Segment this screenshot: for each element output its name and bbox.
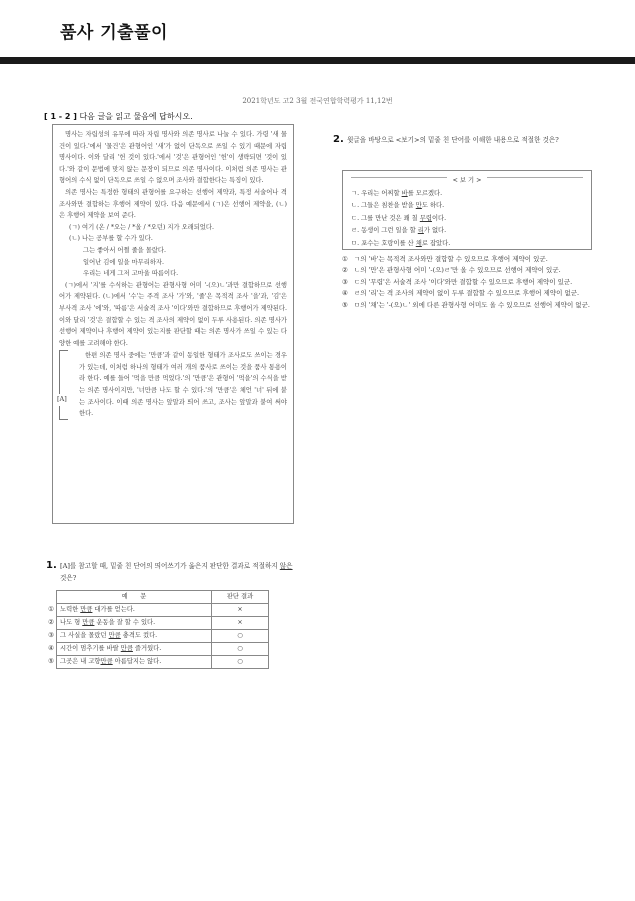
set-range: [ 1 - 2 ] bbox=[44, 112, 77, 121]
example-sentence bbox=[57, 617, 212, 630]
underlined-word: 만큼 bbox=[108, 632, 121, 639]
answer-choice[interactable] bbox=[342, 277, 598, 288]
bogi-item-pre: ㄷ. 그를 만난 것은 꽤 칠 bbox=[351, 214, 420, 222]
question-1-number: 1. bbox=[46, 560, 57, 571]
example-a: (ㄱ) 여기 (온 / *오는 / *올 / *오던) 지가 오래되었다. bbox=[69, 223, 214, 231]
choice-number[interactable]: ② bbox=[48, 619, 54, 626]
table-row[interactable] bbox=[46, 643, 269, 656]
answer-choice[interactable] bbox=[342, 254, 598, 265]
bogi-item-pre: ㅁ. 포수는 호랑이를 산 bbox=[351, 239, 416, 247]
question-2-choices bbox=[342, 254, 598, 311]
header-divider bbox=[0, 57, 635, 64]
sentence-pre: 나도 형 bbox=[60, 619, 83, 626]
sentence-post: 대가를 얻는다. bbox=[92, 606, 135, 613]
answer-choice[interactable] bbox=[342, 300, 598, 311]
bogi-item-post: 가 없다. bbox=[423, 227, 447, 234]
example-sentence bbox=[57, 656, 212, 669]
choice-text: ㄹ의 '리'는 격 조사의 제약이 없이 두루 결합할 수 있으므로 후행어 제약이 없군. bbox=[354, 289, 580, 298]
example-sentence bbox=[57, 604, 212, 617]
underlined-word: 만큼 bbox=[80, 606, 93, 613]
question-2-number: 2. bbox=[333, 134, 344, 145]
bogi-underlined-word: 만 bbox=[415, 202, 422, 209]
passage-paragraph-1: 명사는 자립성의 유무에 따라 자립 명사와 의존 명사로 나눌 수 있다. 가령 '새 물건이 있다.'에서 '물건'은 관형어인 '새'가 없이 단독으로 쓰일 수 있기 때문에 자립 명사이다. 이와 달리 '헌 것이 있다.'에서 '것'은 관형어인 '헌'이 생략되면 '것이 있다.'와 같이 문법에 맞지 않는 문장이 되므로 의존 명사이다. 이처럼 의존 명사는 관형어의 수식 없이 단독으로 쓰일 수 없으며 조사와 결합한다는 특징이 있다. bbox=[59, 131, 287, 185]
bogi-item-pre: ㄱ. 우리는 어찌할 bbox=[351, 189, 402, 197]
example-b-line-1: 그는 좋아서 어쩔 줄을 몰랐다. bbox=[83, 246, 167, 254]
bogi-box bbox=[342, 170, 592, 250]
sentence-post: 즐거웠다. bbox=[132, 645, 162, 652]
choice-number[interactable]: ③ bbox=[342, 277, 348, 286]
judgment-result: × bbox=[212, 617, 269, 630]
choice-number[interactable]: ③ bbox=[48, 632, 54, 639]
question-1-stem-end: 것은? bbox=[60, 574, 77, 582]
answer-choice[interactable] bbox=[342, 265, 598, 276]
bogi-item-post: 를 모르겠다. bbox=[407, 189, 443, 197]
choice-number[interactable]: ② bbox=[342, 266, 348, 275]
reading-passage bbox=[52, 124, 294, 524]
bogi-item-post: 로 잡았다. bbox=[421, 239, 451, 247]
question-2 bbox=[333, 134, 593, 146]
bracket-a-marker bbox=[59, 350, 68, 420]
question-1-table bbox=[46, 590, 269, 669]
judgment-result: ○ bbox=[212, 630, 269, 643]
bogi-item-pre: ㄴ. 그들은 침찬을 받을 bbox=[351, 202, 416, 209]
table-header-row bbox=[46, 591, 269, 604]
answer-choice[interactable] bbox=[342, 288, 598, 299]
sentence-pre: 그곳은 내 고향 bbox=[60, 658, 101, 665]
example-b-line-2: 일어난 김에 일을 마무리하자. bbox=[83, 258, 164, 266]
sentence-post: 충격도 컸다. bbox=[120, 632, 158, 639]
choice-text: ㄴ의 '만'은 관형사형 어미 '-(으)ㄹ'만 올 수 있으므로 선행어 제약이 있군. bbox=[354, 266, 561, 275]
bogi-item-post: 도 하다. bbox=[421, 202, 445, 209]
underlined-word: 만큼 bbox=[120, 645, 133, 652]
page-title: 품사 기출풀이 bbox=[60, 23, 168, 43]
bogi-underlined-word: 채 bbox=[415, 239, 422, 247]
example-sentence bbox=[57, 630, 212, 643]
sentence-pre: 시간이 멈추기를 바랄 bbox=[60, 645, 121, 652]
choice-number[interactable]: ⑤ bbox=[342, 300, 348, 309]
question-1-stem bbox=[60, 560, 300, 584]
table-row[interactable] bbox=[46, 630, 269, 643]
bogi-item bbox=[351, 225, 583, 238]
example-sentence bbox=[57, 643, 212, 656]
bogi-item bbox=[351, 213, 583, 226]
sentence-pre: 그 사실을 몰랐던 bbox=[60, 632, 109, 639]
bracket-a-section bbox=[59, 350, 287, 420]
judgment-result: ○ bbox=[212, 643, 269, 656]
judgment-result: ○ bbox=[212, 656, 269, 669]
question-2-stem: 윗글을 바탕으로 <보기>의 밑줄 친 단어를 이해한 내용으로 적절한 것은? bbox=[347, 136, 559, 144]
table-row[interactable] bbox=[46, 617, 269, 630]
set-instruction: 다음 글을 읽고 물음에 답하시오. bbox=[76, 112, 193, 121]
bogi-title: < 보 기 > bbox=[447, 177, 488, 184]
underlined-word: 만큼 bbox=[82, 619, 95, 626]
bracket-a-label: [A] bbox=[57, 394, 67, 406]
choice-number[interactable]: ⑤ bbox=[48, 658, 54, 665]
choice-number[interactable]: ① bbox=[342, 255, 348, 263]
example-b: (ㄴ) 나는 공부를 할 수가 있다. bbox=[69, 235, 153, 243]
sentence-post: 운동을 잘 할 수 있다. bbox=[94, 619, 156, 626]
bogi-item-post: 이다. bbox=[431, 214, 447, 222]
bracket-a-text: 한편 의존 명사 중에는 '만큼'과 같이 동일한 형태가 조사로도 쓰이는 경우가 있는데, 이처럼 하나의 형태가 여러 개의 품사로 쓰이는 것을 품사 통용이라 한다. 예를 들어 '먹을 만큼 먹었다.'의 '만큼'은 관형어 '먹을'의 수식을 받는 의존 명사이지만, '너만큼 나도 할 수 있다.'의 '만큼'은 체언 '너' 뒤에 붙는 조사이다. 이때 의존 명사는 앞말과 띄어 쓰고, 조사는 앞말과 붙여 써야 한다. bbox=[79, 352, 287, 418]
question-1 bbox=[46, 560, 296, 665]
choice-number[interactable]: ① bbox=[48, 606, 54, 613]
bogi-item bbox=[351, 188, 583, 201]
question-1-emphasis: 않은 bbox=[279, 562, 293, 570]
passage-paragraph-2: 의존 명사는 특정한 형태의 관형어를 요구하는 선행어 제약과, 특정 서술어나 격 조사와만 결합하는 후행어 제약이 있다. 다음 예문에서 (ㄱ)은 선행어 제약을, (ㄴ)은 후행어 제약을 보여 준다. bbox=[59, 188, 287, 220]
bogi-item bbox=[351, 200, 583, 213]
sentence-pre: 노력한 bbox=[60, 606, 81, 613]
choice-text: ㄷ의 '무렵'은 서술격 조사 '이다'와만 결합할 수 있으므로 후행어 제약이 있군. bbox=[354, 277, 573, 286]
table-header-example: 예 문 bbox=[57, 591, 212, 604]
bogi-item bbox=[351, 238, 583, 251]
choice-number[interactable]: ④ bbox=[48, 645, 54, 652]
choice-text: ㄱ의 '바'는 목적격 조사와만 결합할 수 있으므로 후행어 제약이 있군. bbox=[354, 255, 548, 263]
bogi-underlined-word: 무렵 bbox=[419, 214, 432, 222]
choice-text: ㅁ의 '채'는 '-(으)ㄴ' 외에 다른 관형사형 어미도 올 수 있으므로 선행어 제약이 없군. bbox=[354, 300, 590, 309]
question-1-stem-text: [A]를 참고할 때, 밑줄 친 단어의 띄어쓰기가 옳은지 판단한 결과로 적절하지 bbox=[60, 562, 280, 570]
bogi-item-pre: ㄹ. 동생이 그런 일을 할 bbox=[351, 227, 418, 234]
table-row[interactable] bbox=[46, 656, 269, 669]
passage-paragraph-3: (ㄱ)에서 '지'를 수식하는 관형어는 관형사형 어미 '-(으)ㄴ'과만 결합하므로 선행어가 제약된다. (ㄴ)에서 '수'는 주격 조사 '가'와, '줄'은 목적격 조사 '을'과, '김'은 부사격 조사 '에'와, '따름'은 서술격 조사 '이다'와만 결합하므로 후행어가 제약된다. 이와 달리 '것'은 결합할 수 있는 격 조사의 제약이 없이 두루 사용된다. 의존 명사가 선행어 제약이나 후행어 제약이 있는지를 판단할 때는 의존 명사가 쓰일 수 있는 다양한 예를 고려해야 한다. bbox=[59, 281, 287, 347]
source-line: 2021학년도 고2 3월 전국연합학력평가 11,12번 bbox=[242, 97, 393, 105]
sentence-post: 아름답지는 않다. bbox=[112, 658, 162, 665]
table-row[interactable] bbox=[46, 604, 269, 617]
choice-number[interactable]: ④ bbox=[342, 289, 348, 298]
example-b-line-3: 우리는 네게 그저 고마울 따름이다. bbox=[83, 270, 179, 278]
set-heading bbox=[44, 111, 193, 122]
underlined-word: 만큼 bbox=[100, 658, 113, 665]
bogi-underlined-word: 바 bbox=[401, 189, 408, 197]
bogi-underlined-word: 리 bbox=[417, 227, 424, 234]
table-header-result: 판단 결과 bbox=[212, 591, 269, 604]
judgment-result: × bbox=[212, 604, 269, 617]
